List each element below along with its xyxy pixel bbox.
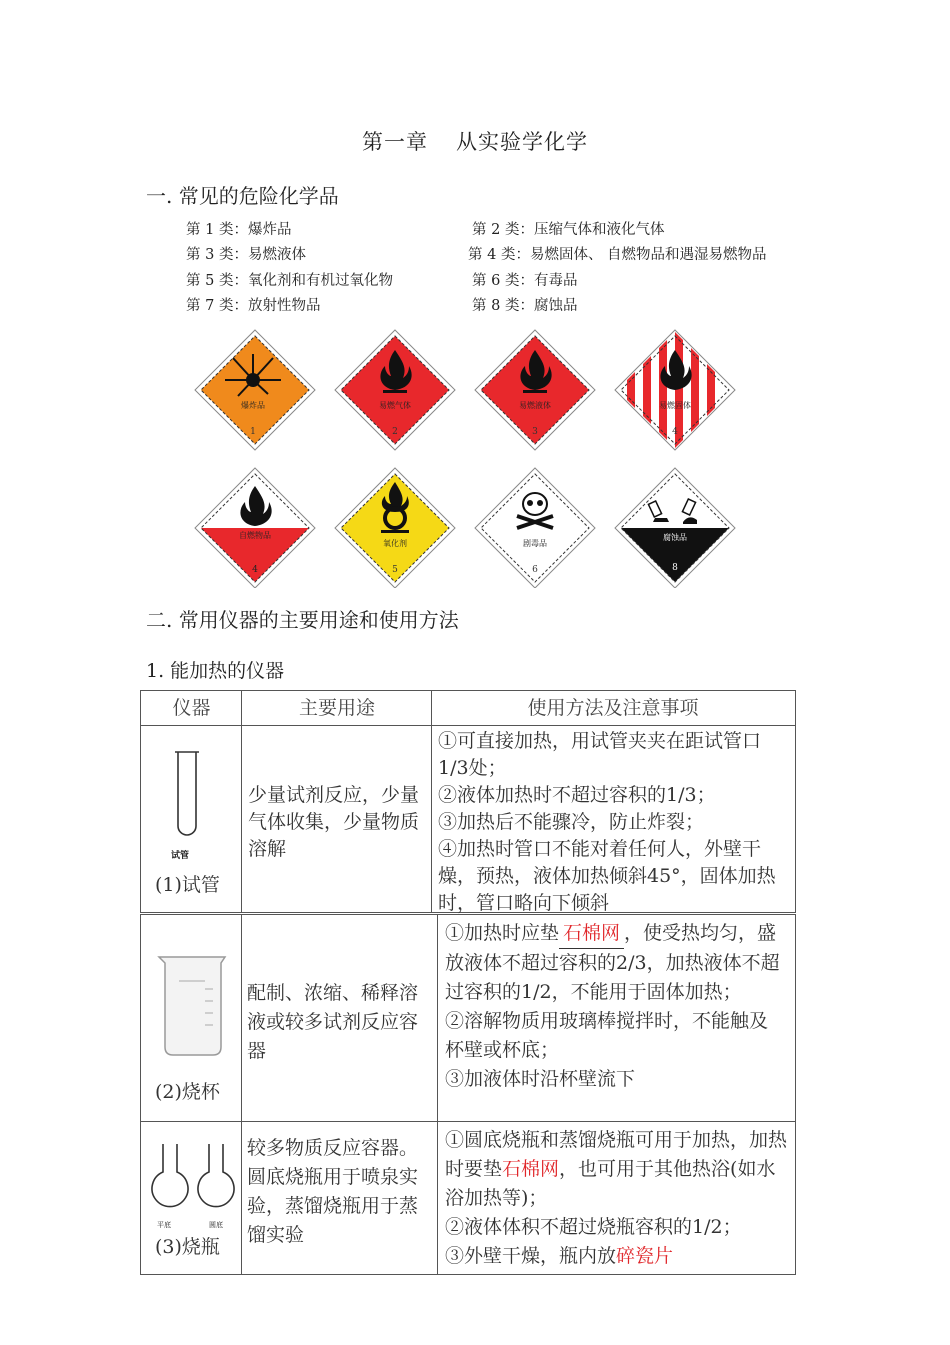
hazard-class-3: 第 3 类：易燃液体 [186,247,306,263]
oxidizer-sign-icon [335,468,455,588]
sign-label-flammable-solid: 易燃固体 [659,401,691,410]
flammable-gas-sign-icon [335,330,455,450]
sign-label-corrosive: 腐蚀品 [663,533,687,542]
hazard-class-4: 第 4 类：易燃固体、 自燃物品和遇湿易燃物品 [468,247,767,263]
hazard-class-6: 第 6 类：有毒品 [472,273,578,289]
test-tube-image-label: 试管 [171,851,190,861]
sign-number-3: 3 [532,427,538,437]
flat-bottom-label: 平底 [157,1221,171,1229]
corrosive-sign-icon [615,468,735,588]
table-header-row [140,690,796,726]
toxic-sign-icon [475,468,595,588]
instrument-name: (2)烧杯 [155,1081,220,1103]
hazard-signs-figure [193,328,738,588]
sign-label-flammable-liquid: 易燃液体 [519,401,551,410]
usage-notes: ①圆底烧瓶和蒸馏烧瓶可用于加热，加热时要垫石棉网，也可用于其他热浴(如水浴加热等)； ②液体体积不超过烧瓶容积的1/2； ③外壁干燥，瓶内放碎瓷片 [445,1129,788,1267]
flasks-icon [147,1142,239,1216]
header-usage-notes: 使用方法及注意事项 [527,697,699,719]
table-row [140,1121,796,1275]
section2-title: 二. 常用仪器的主要用途和使用方法 [146,608,459,632]
hazard-class-2: 第 2 类：压缩气体和液化气体 [472,222,665,238]
chapter-title [0,126,950,156]
hazard-class-8: 第 8 类：腐蚀品 [472,298,578,314]
usage-notes: ①加热时应垫 石棉网 ，使受热均匀，盛放液体不超过容积的2/3，加热液体不超过容积的1/2，不能用于固体加热； ②溶解物质用玻璃棒搅拌时，不能触及杯壁或杯底； ③加液体时沿杯壁流下 [445,919,781,1094]
header-main-use: 主要用途 [298,697,375,719]
instrument-name: (3)烧瓶 [155,1236,220,1258]
usage-notes: ①可直接加热，用试管夹夹在距试管口1/3处； ②液体加热时不超过容积的1/3； ③加热后不能骤冷，防止炸裂； ④加热时管口不能对着任何人，外壁干燥，预热，液体加热倾斜45°，固体加热时，管口略向下倾斜 [438,730,776,914]
chapter-name: 从实验学化学 [456,130,588,154]
sign-number-8: 8 [672,563,678,573]
hazard-class-5: 第 5 类：氧化剂和有机过氧化物 [186,273,393,289]
sign-number-1: 1 [250,427,256,437]
spontaneous-combustion-sign-icon [195,468,315,588]
sign-number-4: 4 [672,427,678,437]
sign-number-4b: 4 [252,565,258,575]
sign-label-toxic: 剧毒品 [523,539,547,548]
chapter-number: 第一章 [362,130,428,154]
hazard-signs-svg [193,328,738,588]
main-use: 配制、浓缩、稀释溶液或较多试剂反应容器 [247,982,419,1062]
header-instrument: 仪器 [172,697,211,719]
flammable-liquid-sign-icon [475,330,595,450]
sign-label-oxidizer: 氧化剂 [383,539,407,548]
table-row [140,914,796,1122]
instrument-name: (1)试管 [155,874,220,896]
sign-number-6: 6 [532,565,538,575]
sign-number-5: 5 [392,565,398,575]
round-bottom-label: 圆底 [209,1221,223,1229]
test-tube-icon [169,746,205,846]
sign-label-spontaneous: 自燃物品 [239,531,271,540]
explosive-sign-icon [195,330,315,450]
section1-title: 一. 常见的危险化学品 [146,184,339,208]
main-use: 少量试剂反应，少量气体收集，少量物质溶解 [248,784,420,860]
sign-number-2: 2 [392,427,398,437]
sign-label-explosive: 爆炸品 [241,401,265,410]
table-row [140,725,796,913]
hazard-class-1: 第 1 类：爆炸品 [186,222,292,238]
beaker-icon [155,949,231,1059]
hazard-class-7: 第 7 类：放射性物品 [186,298,321,314]
main-use: 较多物质反应容器。圆底烧瓶用于喷泉实验，蒸馏烧瓶用于蒸馏实验 [247,1137,419,1246]
flammable-solid-sign-icon [613,328,737,452]
sign-label-flammable-gas: 易燃气体 [379,401,411,410]
section2-subtitle: 1. 能加热的仪器 [146,660,285,682]
